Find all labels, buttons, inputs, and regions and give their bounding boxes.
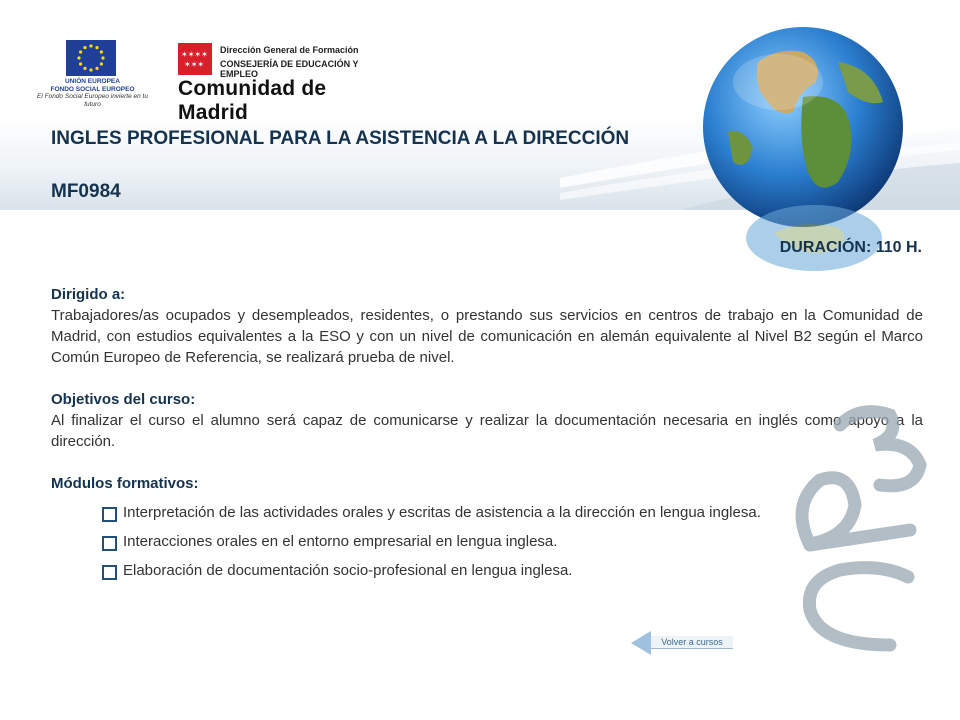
back-button-label: Volver a cursos bbox=[651, 636, 733, 649]
svg-text:✶✶✶✶: ✶✶✶✶ bbox=[181, 50, 208, 59]
modules-list bbox=[100, 502, 880, 589]
course-duration: DURACIÓN: 110 H. bbox=[779, 239, 922, 256]
course-title: INGLES PROFESIONAL PARA LA ASISTENCIA A LA DIRECCIÓN bbox=[51, 128, 630, 149]
eu-flag-icon bbox=[66, 40, 116, 76]
madrid-dept: Dirección General de Formación bbox=[220, 45, 359, 55]
list-item bbox=[100, 502, 880, 528]
checkbox-bullet-icon bbox=[102, 565, 117, 580]
checkbox-bullet-icon bbox=[102, 507, 117, 522]
dirigido-heading: Dirigido a: bbox=[51, 286, 126, 303]
globe-reflection bbox=[744, 203, 884, 273]
list-item bbox=[100, 560, 880, 586]
madrid-flag-icon bbox=[178, 43, 212, 75]
objetivos-heading: Objetivos del curso: bbox=[51, 391, 196, 408]
dirigido-text: Trabajadores/as ocupados y desempleados, residentes, o prestando sus servicios en centros de trabajo en la Comunidad de Madrid, con estudios equivalentes a la ESO y con un nivel de comunicación en alemán equivalente al Nivel B2 según el Marco Común Europeo de Referencia, se realizará prueba de nivel. bbox=[51, 307, 923, 366]
course-code: MF0984 bbox=[51, 181, 121, 202]
madrid-name: Comunidad de Madrid bbox=[178, 77, 327, 124]
eu-tagline: El Fondo Social Europeo invierte en tu futuro bbox=[37, 93, 148, 108]
arrow-left-icon bbox=[631, 631, 653, 655]
checkbox-bullet-icon bbox=[102, 536, 117, 551]
eu-label-2: FONDO SOCIAL EUROPEO bbox=[50, 85, 135, 93]
eu-label-1: UNIÓN EUROPEA bbox=[65, 78, 120, 85]
section-dirigido bbox=[51, 284, 923, 368]
modulos-heading: Módulos formativos: bbox=[51, 475, 199, 492]
globe-icon bbox=[698, 22, 908, 232]
module-label: Elaboración de documentación socio-profesional en lengua inglesa. bbox=[123, 562, 573, 579]
module-label: Interacciones orales en el entorno empresarial en lengua inglesa. bbox=[123, 533, 558, 550]
cp3-watermark-logo bbox=[780, 395, 960, 665]
madrid-logo bbox=[176, 43, 396, 124]
madrid-consejeria: CONSEJERÍA DE EDUCACIÓN Y EMPLEO bbox=[220, 59, 359, 79]
list-item bbox=[100, 531, 880, 557]
svg-text:✶✶✶: ✶✶✶ bbox=[184, 60, 205, 69]
back-to-courses-button[interactable] bbox=[631, 631, 735, 655]
module-label: Interpretación de las actividades orales y escritas de asistencia a la dirección en lengua inglesa. bbox=[123, 504, 761, 521]
eu-logo bbox=[30, 38, 155, 108]
objetivos-text: Al finalizar el curso el alumno será capaz de comunicarse y realizar la documentación necesaria en inglés como apoyo a la dirección. bbox=[51, 412, 923, 450]
